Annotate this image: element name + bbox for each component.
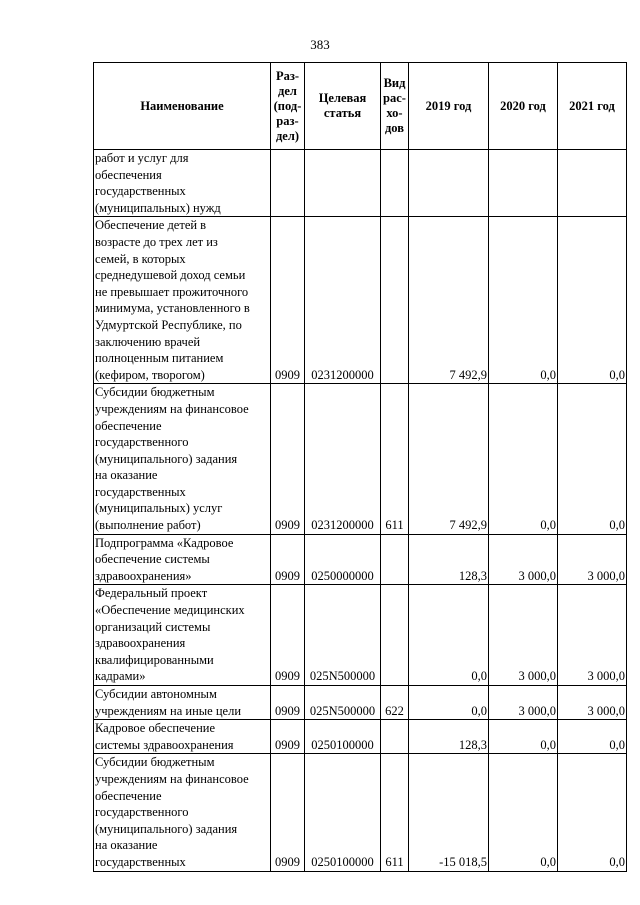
row-target: 025N500000 (305, 686, 381, 720)
row-section: 0909 (271, 384, 305, 534)
row-target: 0250000000 (305, 534, 381, 585)
col-header-target (305, 63, 381, 150)
row-2020: 0,0 (489, 754, 558, 871)
row-section: 0909 (271, 217, 305, 384)
row-expense-type: 611 (381, 754, 409, 871)
row-2019: 128,3 (409, 720, 489, 754)
row-name: работ и услуг для обеспечения государственных (муниципальных) нужд (94, 150, 271, 217)
row-section: 0909 (271, 720, 305, 754)
row-2021: 0,0 (558, 754, 627, 871)
table-row (94, 720, 627, 754)
row-section: 0909 (271, 686, 305, 720)
row-name: Субсидии бюджетным учреждениям на финансовое обеспечение государственного (муниципального) задания на оказание государственных (94, 754, 271, 871)
table-row (94, 217, 627, 384)
row-section: 0909 (271, 754, 305, 871)
row-target: 025N500000 (305, 585, 381, 686)
row-expense-type: 611 (381, 384, 409, 534)
row-2021: 0,0 (558, 384, 627, 534)
row-2020: 3 000,0 (489, 534, 558, 585)
row-name: Субсидии автономным учреждениям на иные цели (94, 686, 271, 720)
col-header-2020-text: 2020 год (500, 98, 546, 113)
row-target: 0250100000 (305, 720, 381, 754)
col-header-target-text: Целевая статья (318, 91, 367, 120)
page-number: 383 (310, 37, 330, 52)
row-name: Обеспечение детей в возрасте до трех лет из семей, в которых среднедушевой доход семьи не превышает прожиточного минимума, установленного в Удмуртской Республике, по заключению врачей полноценным питанием (кефиром, творогом) (94, 217, 271, 384)
row-2019 (409, 150, 489, 217)
row-2019: 7 492,9 (409, 217, 489, 384)
row-section (271, 150, 305, 217)
table-row (94, 686, 627, 720)
row-name: Кадровое обеспечение системы здравоохранения (94, 720, 271, 754)
row-2021 (558, 150, 627, 217)
col-header-name (94, 63, 271, 150)
row-2021: 3 000,0 (558, 686, 627, 720)
row-2021: 0,0 (558, 720, 627, 754)
row-2021: 3 000,0 (558, 534, 627, 585)
table-row (94, 150, 627, 217)
col-header-section-text: Раз- дел (под- раз- дел) (273, 68, 302, 143)
col-header-2021 (558, 63, 627, 150)
row-2019: 0,0 (409, 686, 489, 720)
table-row (94, 384, 627, 534)
col-header-2019-text: 2019 год (425, 98, 472, 113)
row-section: 0909 (271, 585, 305, 686)
row-2020: 0,0 (489, 217, 558, 384)
col-header-expense-type (381, 63, 409, 150)
col-header-expense-type-text: Вид рас- хо- дов (383, 76, 406, 135)
row-2019: 7 492,9 (409, 384, 489, 534)
row-expense-type (381, 585, 409, 686)
col-header-section (271, 63, 305, 150)
row-2021: 3 000,0 (558, 585, 627, 686)
row-target: 0250100000 (305, 754, 381, 871)
row-expense-type (381, 534, 409, 585)
row-section: 0909 (271, 534, 305, 585)
col-header-2021-text: 2021 год (569, 98, 615, 113)
col-header-name-text: Наименование (140, 98, 224, 113)
row-2019: 0,0 (409, 585, 489, 686)
row-2021: 0,0 (558, 217, 627, 384)
row-name: Подпрограмма «Кадровое обеспечение системы здравоохранения» (94, 534, 271, 585)
row-2020: 3 000,0 (489, 585, 558, 686)
row-2020: 0,0 (489, 384, 558, 534)
row-2019: 128,3 (409, 534, 489, 585)
col-header-2020 (489, 63, 558, 150)
row-target: 0231200000 (305, 217, 381, 384)
table-row (94, 534, 627, 585)
row-name: Субсидии бюджетным учреждениям на финансовое обеспечение государственного (муниципального) задания на оказание государственных (муниципальных) услуг (выполнение работ) (94, 384, 271, 534)
table-header-row (94, 63, 627, 150)
row-target (305, 150, 381, 217)
row-expense-type (381, 217, 409, 384)
row-2020: 0,0 (489, 720, 558, 754)
row-2020: 3 000,0 (489, 686, 558, 720)
table-row (94, 585, 627, 686)
table-row (94, 754, 627, 871)
row-expense-type (381, 150, 409, 217)
row-expense-type (381, 720, 409, 754)
row-2019: -15 018,5 (409, 754, 489, 871)
row-name: Федеральный проект «Обеспечение медицинских организаций системы здравоохранения квалифицированными кадрами» (94, 585, 271, 686)
row-expense-type: 622 (381, 686, 409, 720)
row-target: 0231200000 (305, 384, 381, 534)
row-2020 (489, 150, 558, 217)
col-header-2019 (409, 63, 489, 150)
budget-table (93, 62, 627, 872)
